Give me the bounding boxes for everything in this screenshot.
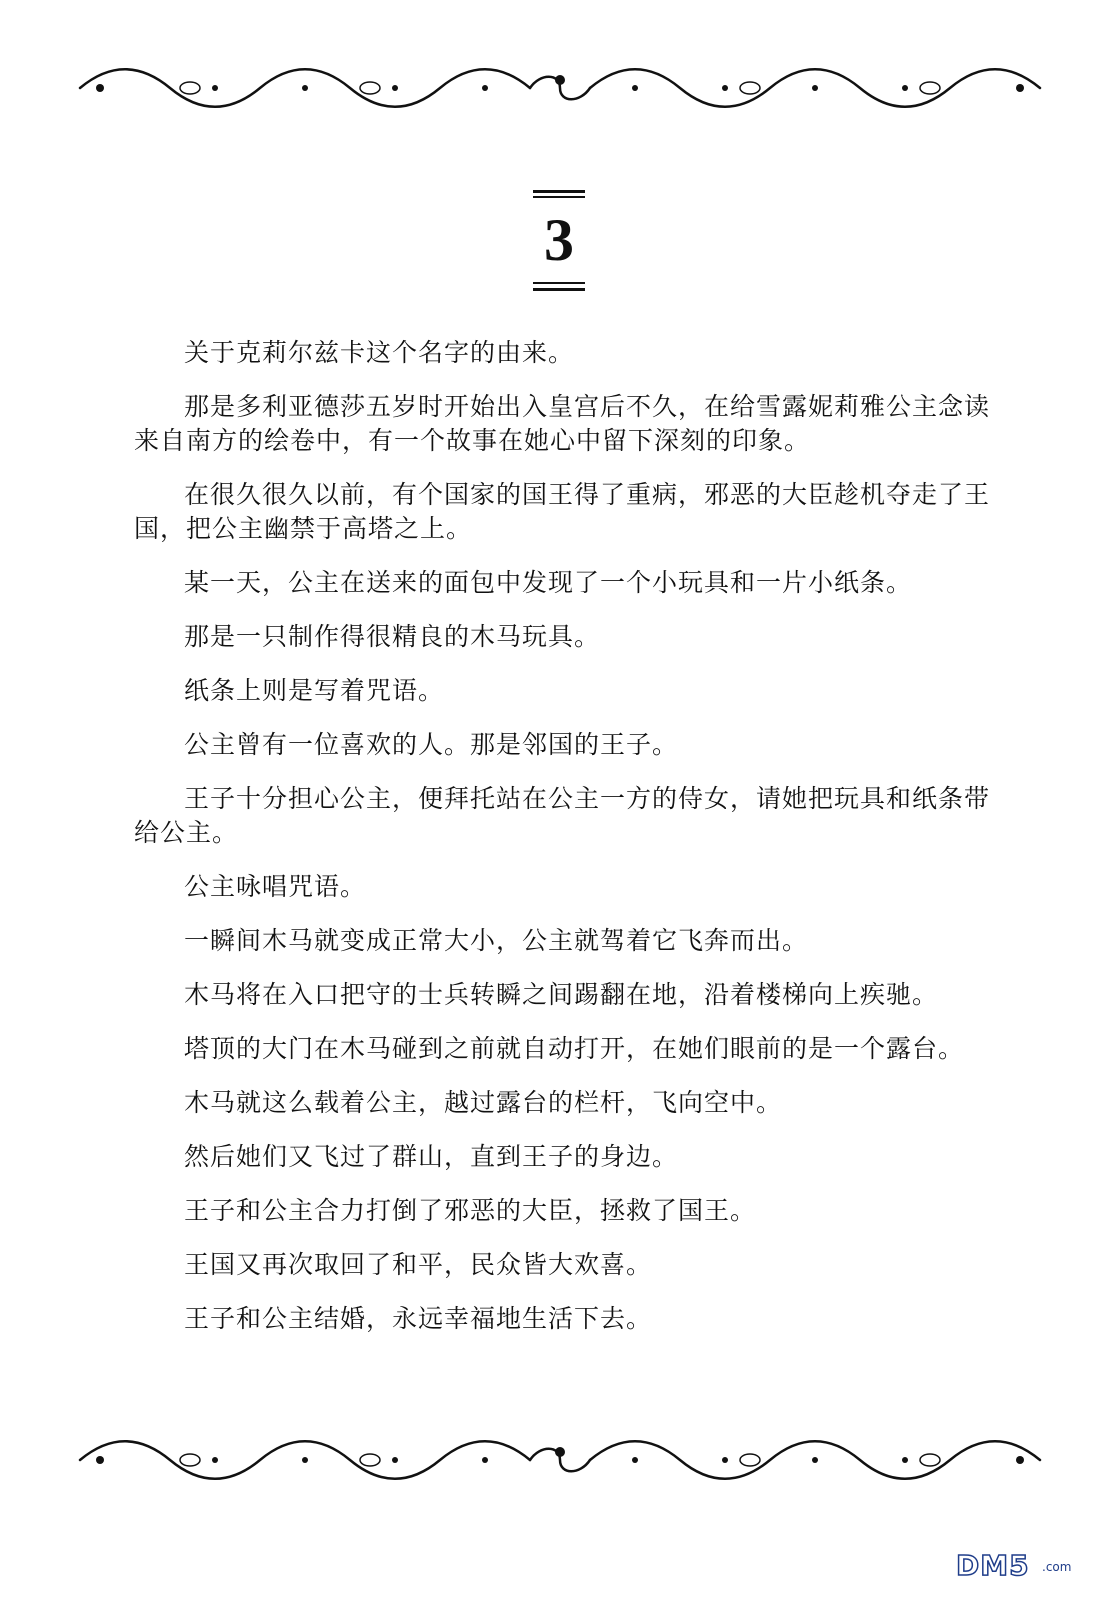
site-watermark (956, 1548, 1096, 1588)
heading-rule-bottom-thin (533, 282, 585, 284)
top-ornament-border (70, 58, 1050, 118)
heading-rule-bottom (533, 288, 585, 291)
paragraph: 纸条上则是写着咒语。 (184, 676, 445, 705)
chapter-text (134, 336, 994, 1356)
paragraph: 在很久很久以前，有个国家的国王得了重病，邪恶的大臣趁机夺走了王国，把公主幽禁于高塔之上。 (134, 480, 991, 543)
watermark-domain: .com (1042, 1560, 1072, 1574)
paragraph: 公主咏唱咒语。 (184, 872, 367, 901)
bottom-ornament-border (70, 1430, 1050, 1490)
paragraph: 关于克莉尔兹卡这个名字的由来。 (184, 338, 575, 367)
heading-rule-top-thin (533, 196, 585, 198)
heading-rule-top (533, 190, 585, 193)
paragraph: 木马将在入口把守的士兵转瞬之间踢翻在地，沿着楼梯向上疾驰。 (184, 980, 939, 1009)
paragraph: 那是多利亚德莎五岁时开始出入皇宫后不久，在给雪露妮莉雅公主念读来自南方的绘卷中，有一个故事在她心中留下深刻的印象。 (134, 392, 991, 455)
scroll-vine-border-icon (70, 58, 1050, 118)
paragraph: 王子和公主结婚，永远幸福地生活下去。 (184, 1304, 653, 1333)
paragraph: 公主曾有一位喜欢的人。那是邻国的王子。 (184, 730, 679, 759)
paragraph: 某一天，公主在送来的面包中发现了一个小玩具和一片小纸条。 (184, 568, 913, 597)
paragraph: 然后她们又飞过了群山，直到王子的身边。 (184, 1142, 679, 1171)
paragraph: 一瞬间木马就变成正常大小，公主就驾着它飞奔而出。 (184, 926, 809, 955)
paragraph: 王国又再次取回了和平，民众皆大欢喜。 (184, 1250, 653, 1279)
paragraph: 那是一只制作得很精良的木马玩具。 (184, 622, 601, 651)
paragraph: 木马就这么载着公主，越过露台的栏杆，飞向空中。 (184, 1088, 783, 1117)
chapter-heading (533, 190, 585, 294)
scroll-vine-border-icon (70, 1430, 1050, 1490)
watermark-logo: DM5 (956, 1549, 1030, 1582)
paragraph: 王子和公主合力打倒了邪恶的大臣，拯救了国王。 (184, 1196, 757, 1225)
paragraph: 塔顶的大门在木马碰到之前就自动打开，在她们眼前的是一个露台。 (184, 1034, 965, 1063)
chapter-number: 3 (544, 207, 574, 273)
paragraph: 王子十分担心公主，便拜托站在公主一方的侍女，请她把玩具和纸条带给公主。 (134, 784, 991, 847)
